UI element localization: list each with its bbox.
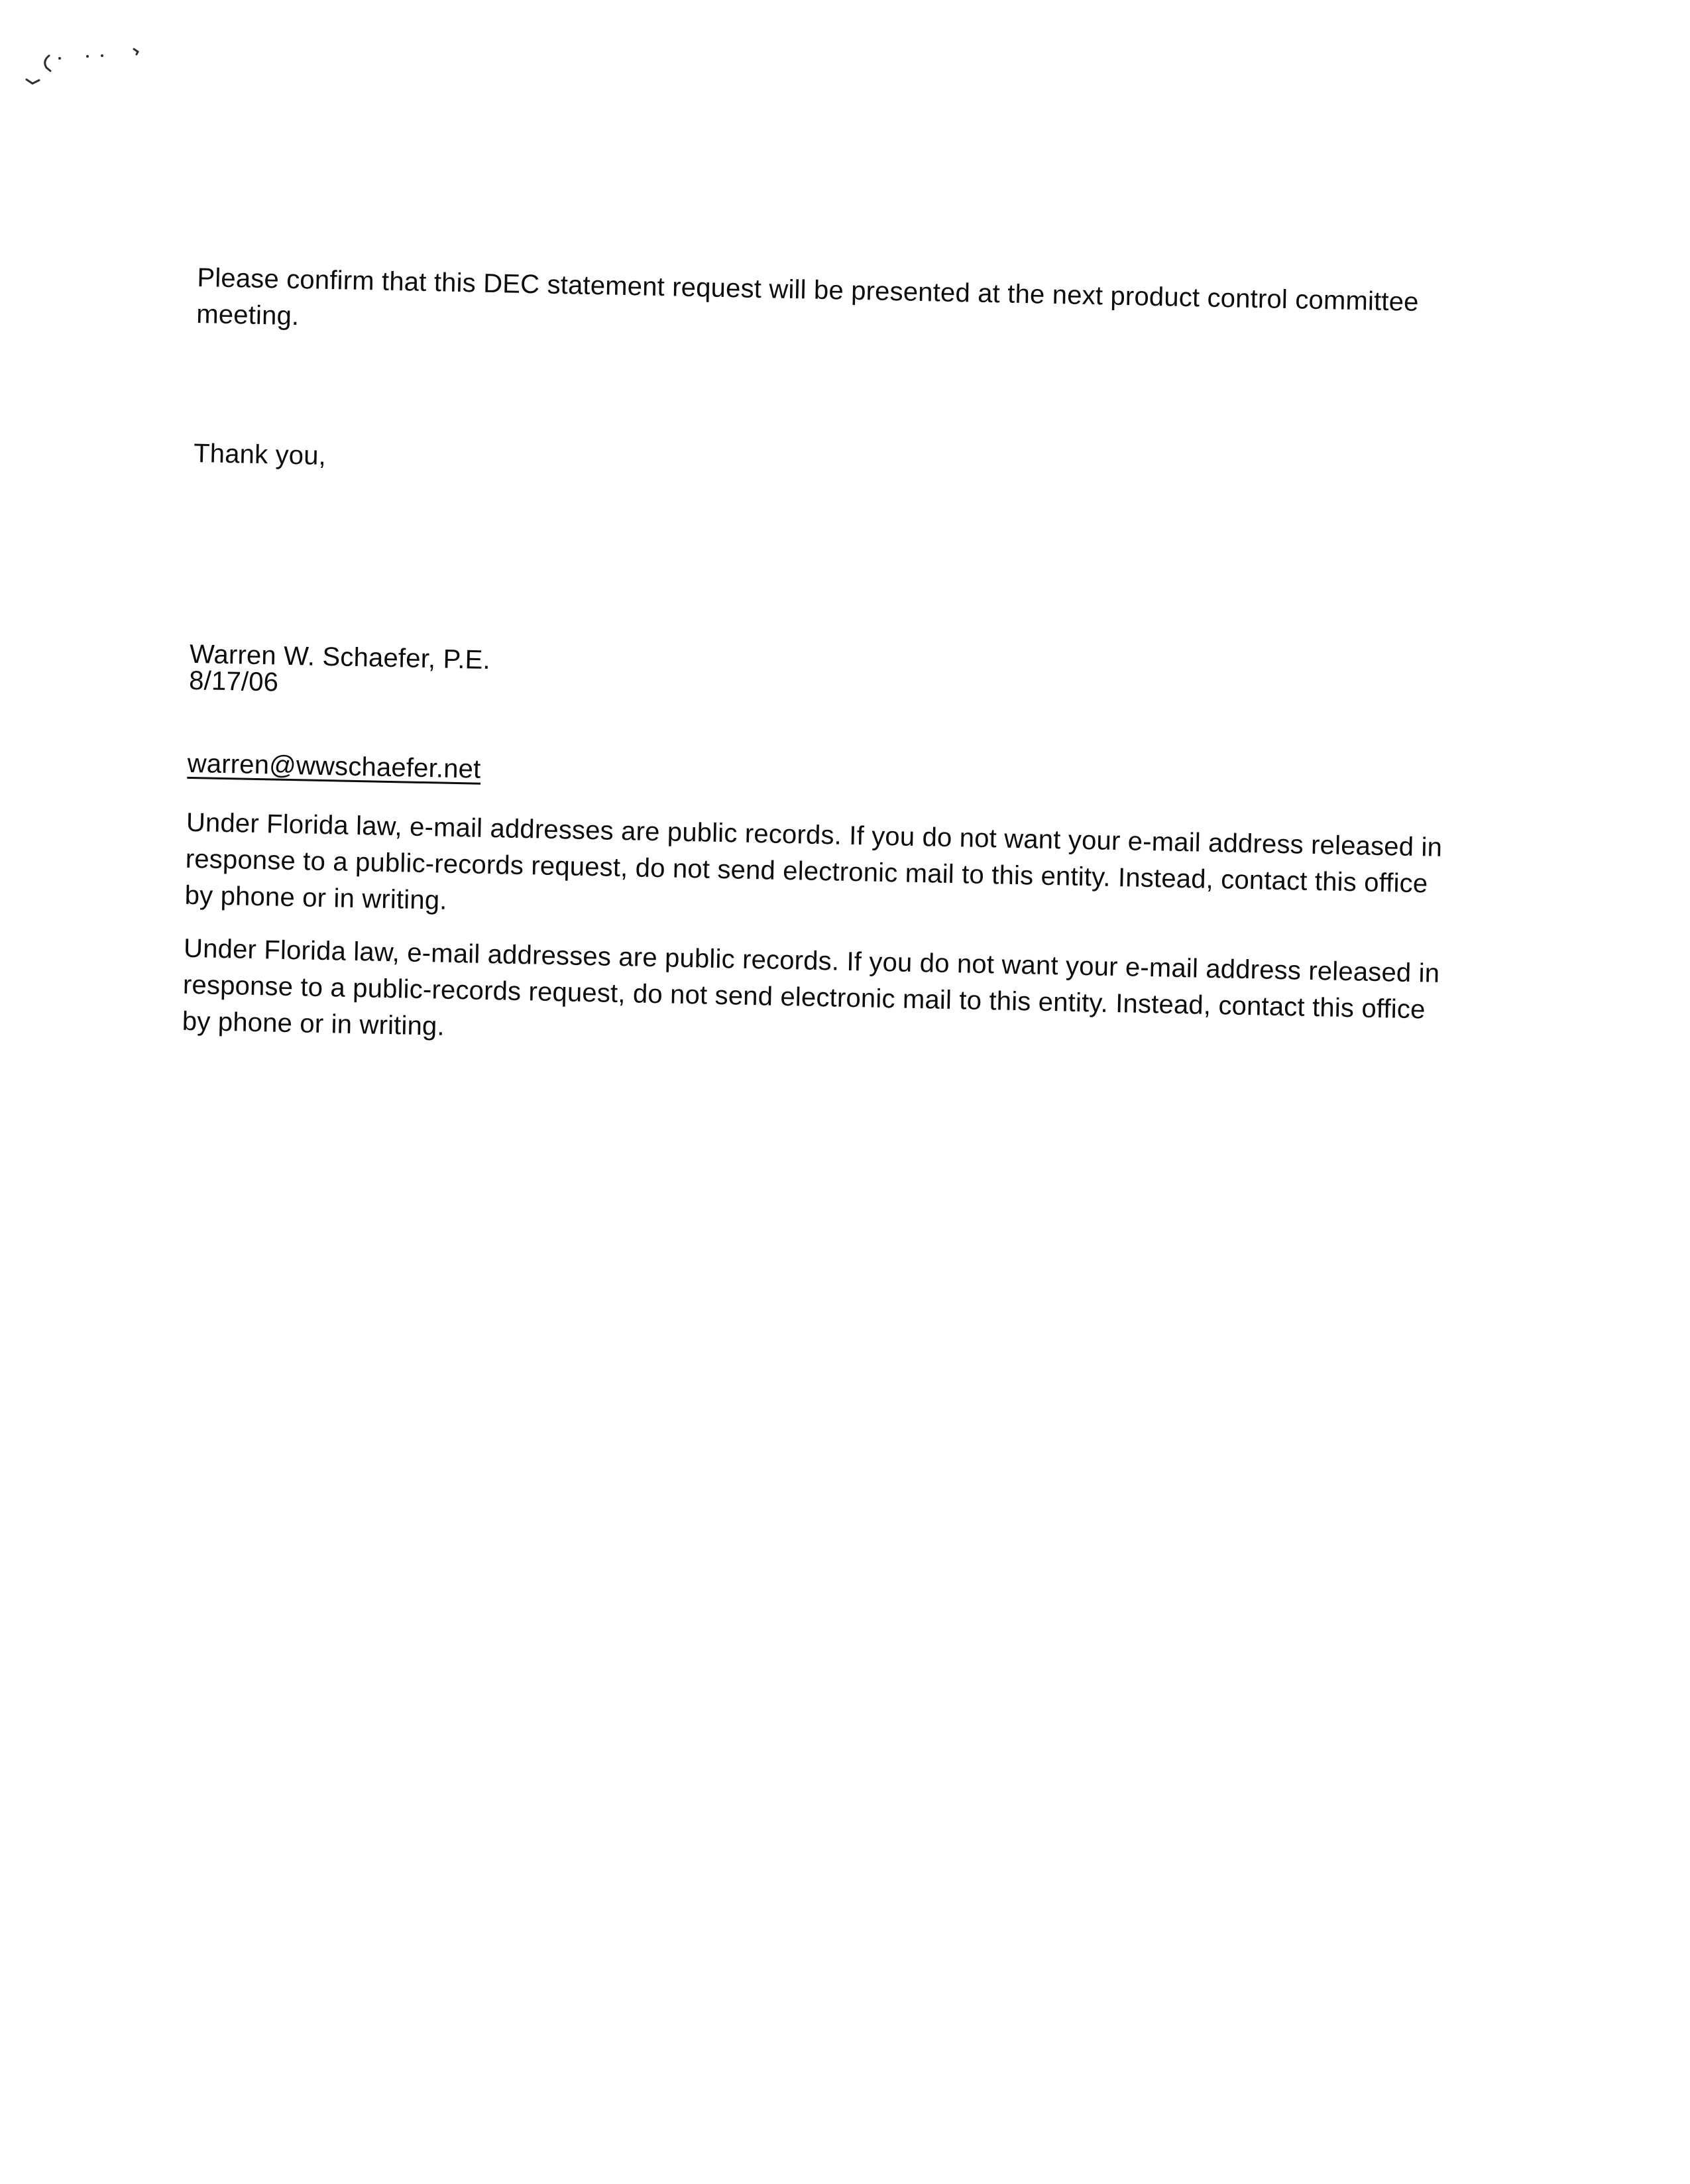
- scan-artifacts: [0, 0, 199, 106]
- body-paragraph: Please confirm that this DEC statement request will be presented at the next product control committee meeting.: [196, 262, 1420, 331]
- date-text: 8/17/06: [188, 665, 279, 697]
- signature-name: Warren W. Schaefer, P.E.: [189, 639, 491, 675]
- email-link[interactable]: warren@wwschaefer.net: [187, 748, 481, 784]
- email-body: [180, 260, 1556, 1149]
- disclaimer-paragraph-1: Under Florida law, e-mail addresses are public records. If you do not want your e-mail address released in response to a public-records request, do not send electronic mail to this entity. Instead, contact this office by phone or in writing.: [184, 807, 1443, 915]
- signature-email-line: [187, 746, 488, 788]
- closing-text: Thank you,: [193, 438, 327, 471]
- disclaimer-paragraph-2: Under Florida law, e-mail addresses are public records. If you do not want your e-mail address released in response to a public-records request, do not send electronic mail to this entity. Instead, contact this office by phone or in writing.: [182, 933, 1440, 1041]
